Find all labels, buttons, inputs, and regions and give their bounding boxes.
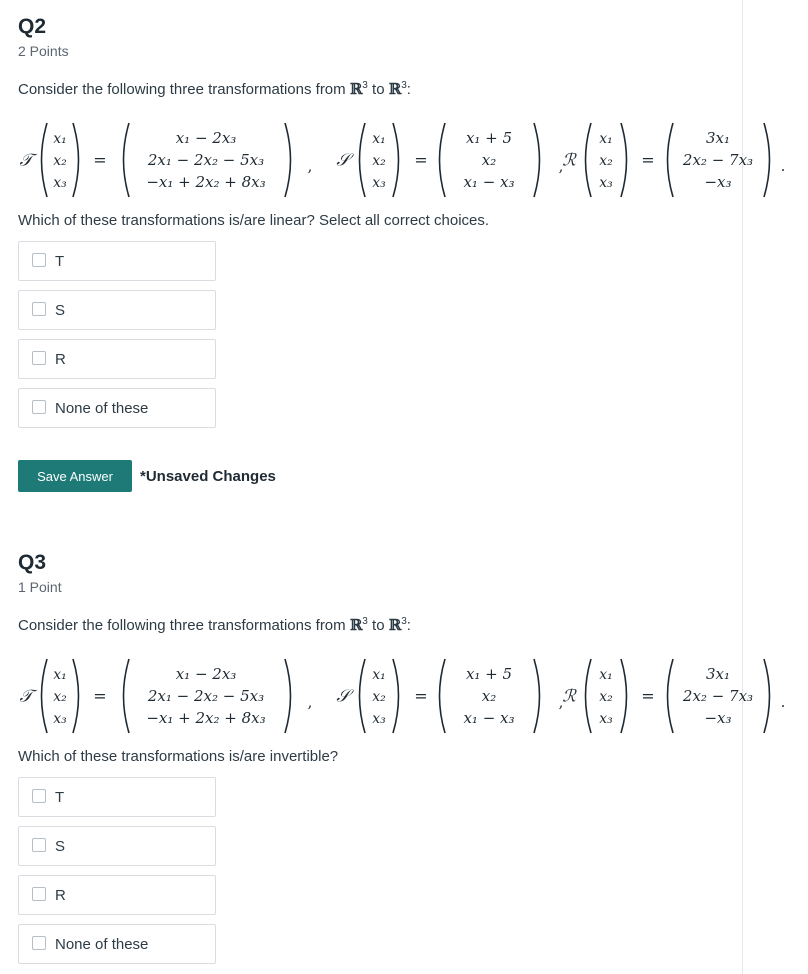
input-paren-open [42, 123, 48, 197]
intro-codomain: ℝ [388, 616, 402, 634]
input-paren-close [621, 123, 627, 197]
input-entry: x₂ [599, 689, 613, 705]
equals-sign: = [641, 150, 655, 170]
output-entry: 3x₁ [705, 665, 731, 683]
question-title: Q2 [18, 15, 47, 38]
transformations-formula [16, 653, 796, 737]
input-paren-close [393, 659, 399, 733]
transformations-formula [16, 117, 796, 201]
choice-label: S [55, 838, 66, 855]
input-paren-close [621, 659, 627, 733]
choice-label: R [55, 887, 66, 904]
checkbox-r[interactable] [32, 351, 46, 365]
output-entry: x₁ + 5 [465, 665, 513, 683]
checkbox-t[interactable] [32, 789, 46, 803]
output-entry: 2x₁ − 2x₂ − 5x₃ [147, 151, 265, 169]
checkbox-s[interactable] [32, 302, 46, 316]
intro-domain-exp: 3 [362, 616, 368, 627]
intro-to: to [372, 81, 385, 98]
choice-r[interactable] [18, 339, 216, 379]
input-entry: x₃ [53, 175, 67, 191]
output-entry: x₂ [481, 151, 497, 169]
input-entry: x₃ [599, 175, 613, 191]
choice-label: T [55, 253, 65, 270]
intro-to: to [372, 617, 385, 634]
input-paren-close [73, 659, 79, 733]
choice-t[interactable] [18, 241, 216, 281]
input-entry: x₁ [372, 667, 386, 683]
transform-name-r: ℛ [562, 686, 576, 707]
input-paren-open [586, 123, 592, 197]
question-prompt: Which of these transformations is/are linear? Select all correct choices. [18, 212, 490, 229]
input-entry: x₁ [53, 131, 67, 147]
transform-name-s: 𝒮 [336, 686, 350, 707]
output-entry: −x₁ + 2x₂ + 8x₃ [146, 173, 266, 191]
transform-name-s: 𝒮 [336, 150, 350, 171]
separator-comma: , [558, 693, 564, 711]
output-paren-close [534, 123, 540, 197]
output-entry: 3x₁ [705, 129, 731, 147]
output-paren-open [440, 123, 446, 197]
question-prompt: Which of these transformations is/are invertible? [18, 748, 339, 765]
output-paren-close [285, 659, 291, 733]
input-entry: x₁ [53, 667, 67, 683]
question-q3 [18, 551, 786, 971]
transform-name-t: 𝒯 [19, 686, 33, 707]
input-entry: x₂ [599, 153, 613, 169]
intro-codomain-exp: 3 [401, 80, 407, 91]
output-paren-close [534, 659, 540, 733]
question-intro [18, 77, 411, 99]
intro-domain-exp: 3 [362, 80, 368, 91]
equals-sign: = [641, 686, 655, 706]
question-q2 [18, 15, 786, 495]
transform-name-r: ℛ [562, 150, 576, 171]
output-entry: −x₃ [704, 709, 732, 727]
choice-label: None of these [55, 400, 149, 417]
intro-colon: : [406, 617, 411, 634]
input-entry: x₃ [372, 711, 386, 727]
output-entry: 2x₁ − 2x₂ − 5x₃ [147, 687, 265, 705]
formula-svg [16, 653, 796, 737]
checkbox-none[interactable] [32, 400, 46, 414]
input-paren-close [393, 123, 399, 197]
choice-none[interactable] [18, 924, 216, 964]
output-paren-open [124, 123, 130, 197]
output-paren-open [668, 659, 674, 733]
separator-comma: , [307, 157, 313, 175]
output-entry: x₁ − 2x₃ [175, 129, 237, 147]
separator-period: . [780, 693, 786, 711]
input-entry: x₃ [599, 711, 613, 727]
input-paren-close [73, 123, 79, 197]
separator-comma: , [307, 693, 313, 711]
output-paren-open [668, 123, 674, 197]
input-entry: x₁ [372, 131, 386, 147]
question-intro [18, 613, 411, 635]
intro-text: Consider the following three transformations from [18, 81, 346, 98]
output-entry: 2x₂ − 7x₃ [682, 151, 754, 169]
output-entry: x₂ [481, 687, 497, 705]
checkbox-r[interactable] [32, 887, 46, 901]
question-title: Q3 [18, 551, 47, 574]
input-paren-open [42, 659, 48, 733]
input-entry: x₂ [53, 153, 67, 169]
output-paren-close [764, 659, 770, 733]
checkbox-t[interactable] [32, 253, 46, 267]
intro-domain: ℝ [349, 80, 363, 98]
formula-svg [16, 117, 796, 201]
equals-sign: = [93, 150, 107, 170]
choice-r[interactable] [18, 875, 216, 915]
output-entry: x₁ − x₃ [463, 709, 515, 727]
input-paren-open [586, 659, 592, 733]
choice-label: S [55, 302, 66, 319]
choice-t[interactable] [18, 777, 216, 817]
output-paren-open [124, 659, 130, 733]
equals-sign: = [93, 686, 107, 706]
choice-label: None of these [55, 936, 149, 953]
output-entry: 2x₂ − 7x₃ [682, 687, 754, 705]
equals-sign: = [414, 150, 428, 170]
input-paren-open [360, 123, 366, 197]
checkbox-none[interactable] [32, 936, 46, 950]
output-entry: −x₁ + 2x₂ + 8x₃ [146, 709, 266, 727]
intro-colon: : [406, 81, 411, 98]
input-entry: x₃ [53, 711, 67, 727]
input-entry: x₂ [372, 153, 386, 169]
checkbox-s[interactable] [32, 838, 46, 852]
output-entry: −x₃ [704, 173, 732, 191]
input-entry: x₁ [599, 131, 613, 147]
question-points: 1 Point [18, 579, 62, 595]
choice-none[interactable] [18, 388, 216, 428]
choice-label: R [55, 351, 66, 368]
input-entry: x₃ [372, 175, 386, 191]
output-entry: x₁ + 5 [465, 129, 513, 147]
output-paren-close [285, 123, 291, 197]
unsaved-changes-label: *Unsaved Changes [140, 468, 276, 485]
input-paren-open [360, 659, 366, 733]
choice-s[interactable] [18, 826, 216, 866]
input-entry: x₁ [599, 667, 613, 683]
intro-codomain: ℝ [388, 80, 402, 98]
input-entry: x₂ [53, 689, 67, 705]
intro-codomain-exp: 3 [401, 616, 407, 627]
save-answer-button[interactable]: Save Answer [18, 460, 132, 492]
output-paren-close [764, 123, 770, 197]
equals-sign: = [414, 686, 428, 706]
input-entry: x₂ [372, 689, 386, 705]
output-entry: x₁ − 2x₃ [175, 665, 237, 683]
intro-domain: ℝ [349, 616, 363, 634]
output-paren-open [440, 659, 446, 733]
intro-text: Consider the following three transformations from [18, 617, 346, 634]
choice-s[interactable] [18, 290, 216, 330]
transform-name-t: 𝒯 [19, 150, 33, 171]
question-points: 2 Points [18, 43, 69, 59]
separator-comma: , [558, 157, 564, 175]
choice-label: T [55, 789, 65, 806]
output-entry: x₁ − x₃ [463, 173, 515, 191]
separator-period: . [780, 157, 786, 175]
